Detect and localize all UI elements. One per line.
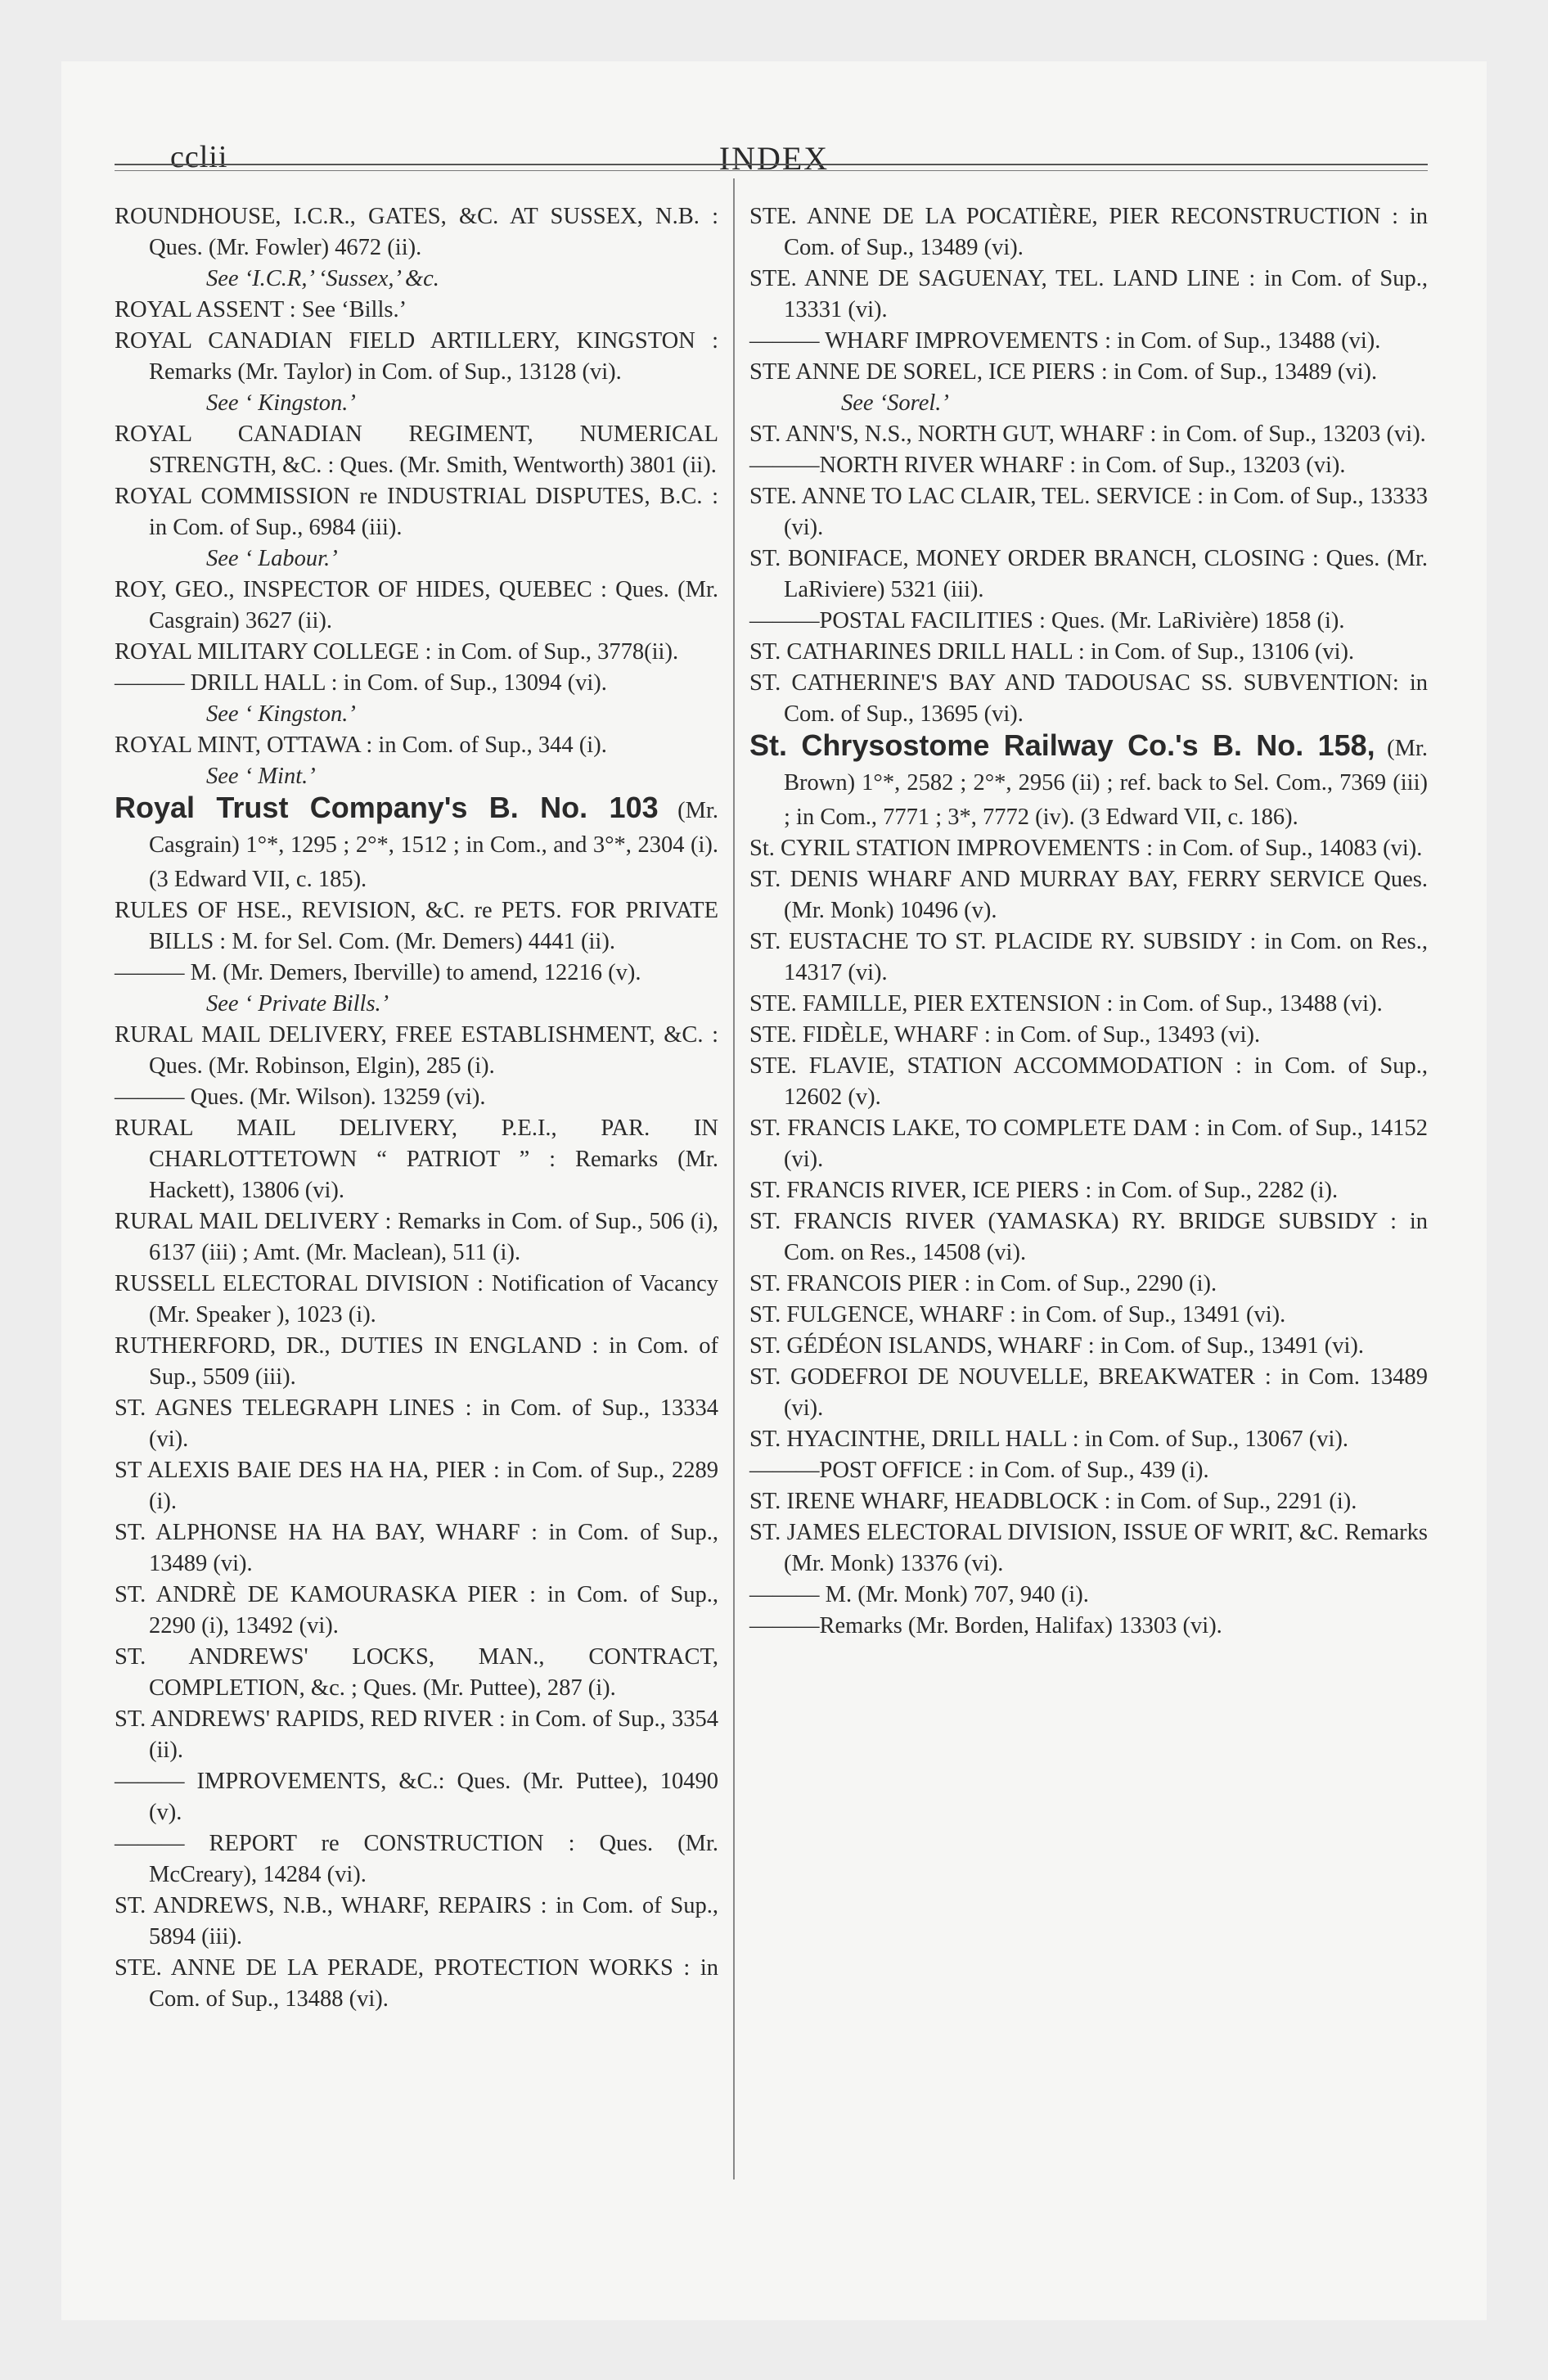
index-entry [115, 1393, 718, 1455]
entry-text: ST. ALPHONSE HA HA BAY, WHARF : in Com. of Sup., 13489 (vi). [115, 1520, 718, 1576]
entry-text: ST. BONIFACE, MONEY ORDER BRANCH, CLOSING : Ques. (Mr. LaRiviere) 5321 (iii). [749, 546, 1428, 602]
index-entry [115, 481, 718, 543]
entry-text: ST. GÉDÉON ISLANDS, WHARF : in Com. of Sup., 13491 (vi). [749, 1333, 1365, 1359]
entry-text: RURAL MAIL DELIVERY, P.E.I., PAR. IN CHARLOTTETOWN “ PATRIOT ” : Remarks (Mr. Hackett), 13806 (vi). [115, 1116, 718, 1203]
index-entry [749, 1269, 1428, 1300]
index-entry [749, 1517, 1428, 1580]
entry-text: Royal Trust Company's B. No. 103 [115, 791, 659, 824]
entry-text: ——— REPORT re CONSTRUCTION : Ques. (Mr. McCreary), 14284 (vi). [115, 1831, 718, 1887]
index-column-right [749, 201, 1428, 1642]
entry-text: See ‘I.C.R,’ ‘Sussex,’ &c. [206, 266, 439, 291]
cross-reference [115, 989, 718, 1020]
index-entry [749, 1113, 1428, 1175]
index-entry [749, 543, 1428, 606]
index-entry [115, 326, 718, 388]
index-entry [749, 833, 1428, 864]
entry-text: ——— WHARF IMPROVEMENTS : in Com. of Sup., 13488 (vi). [749, 328, 1381, 354]
index-entry [749, 1206, 1428, 1269]
entry-text: ROYAL CANADIAN REGIMENT, NUMERICAL STRENGTH, &C. : Ques. (Mr. Smith, Wentworth) 3801 (ii). [115, 421, 718, 478]
entry-text: STE. FLAVIE, STATION ACCOMMODATION : in Com. of Sup., 12602 (v). [749, 1053, 1428, 1110]
entry-text: ROYAL MILITARY COLLEGE : in Com. of Sup., 3778(ii). [115, 639, 679, 665]
index-entry [115, 792, 718, 895]
index-entry [749, 1424, 1428, 1455]
index-entry [115, 1953, 718, 2015]
index-entry [749, 1051, 1428, 1113]
page-number: cclii [170, 140, 228, 174]
header-rule [115, 164, 1428, 167]
entry-text: ST. CATHARINES DRILL HALL : in Com. of Sup., 13106 (vi). [749, 639, 1355, 665]
entry-text: See ‘ Labour.’ [206, 546, 338, 571]
entry-text: STE. FAMILLE, PIER EXTENSION : in Com. of Sup., 13488 (vi). [749, 991, 1383, 1016]
index-entry [749, 1455, 1428, 1486]
entry-text: STE. ANNE DE LA PERADE, PROTECTION WORKS : in Com. of Sup., 13488 (vi). [115, 1955, 718, 2012]
index-entry [749, 326, 1428, 357]
index-entry [749, 637, 1428, 668]
index-entry [115, 1580, 718, 1642]
cross-reference [749, 388, 1428, 419]
index-entry [115, 1082, 718, 1113]
entry-text: ST ALEXIS BAIE DES HA HA, PIER : in Com. of Sup., 2289 (i). [115, 1458, 718, 1514]
index-entry [749, 1580, 1428, 1611]
header-rule-thin [115, 170, 1428, 171]
index-entry [749, 1362, 1428, 1424]
entry-text: ST. GODEFROI DE NOUVELLE, BREAKWATER : in Com. 13489 (vi). [749, 1364, 1428, 1421]
entry-detail: (Mr. Casgrain) 1°*, 1295 ; 2°*, 1512 ; in Com., and 3°*, 2304 (i). (3 Edward VII, c. 185). [149, 798, 719, 892]
index-entry [115, 1269, 718, 1331]
index-column-left [115, 201, 718, 2015]
index-entry [115, 1455, 718, 1517]
index-entry [749, 419, 1428, 450]
index-entry [749, 1486, 1428, 1517]
entry-text: ——— Ques. (Mr. Wilson). 13259 (vi). [115, 1084, 486, 1110]
entry-text: ST. IRENE WHARF, HEADBLOCK : in Com. of Sup., 2291 (i). [749, 1489, 1357, 1514]
index-entry [115, 201, 718, 264]
entry-text: ST. ANDRÈ DE KAMOURASKA PIER : in Com. of Sup., 2290 (i), 13492 (vi). [115, 1582, 718, 1639]
index-entry [115, 419, 718, 481]
index-entry [749, 264, 1428, 326]
index-entry [115, 895, 718, 958]
entry-text: ST. FULGENCE, WHARF : in Com. of Sup., 13491 (vi). [749, 1302, 1286, 1327]
index-entry [115, 575, 718, 637]
entry-text: ———Remarks (Mr. Borden, Halifax) 13303 (vi). [749, 1613, 1222, 1639]
entry-text: STE ANNE DE SOREL, ICE PIERS : in Com. of Sup., 13489 (vi). [749, 359, 1378, 385]
index-entry [749, 1331, 1428, 1362]
cross-reference [115, 264, 718, 295]
entry-text: ST. DENIS WHARF AND MURRAY BAY, FERRY SERVICE Ques. (Mr. Monk) 10496 (v). [749, 867, 1428, 923]
index-entry [749, 481, 1428, 543]
index-entry [749, 1020, 1428, 1051]
entry-text: St. CYRIL STATION IMPROVEMENTS : in Com. of Sup., 14083 (vi). [749, 836, 1423, 861]
entry-text: ST. CATHERINE'S BAY AND TADOUSAC SS. SUBVENTION: in Com. of Sup., 13695 (vi). [749, 670, 1428, 727]
entry-text: See ‘ Kingston.’ [206, 701, 356, 727]
entry-text: RULES OF HSE., REVISION, &C. re PETS. FOR PRIVATE BILLS : M. for Sel. Com. (Mr. Demers) 4441 (ii). [115, 898, 718, 954]
entry-text: STE. ANNE DE SAGUENAY, TEL. LAND LINE : in Com. of Sup., 13331 (vi). [749, 266, 1428, 322]
entry-text: ST. AGNES TELEGRAPH LINES : in Com. of Sup., 13334 (vi). [115, 1395, 718, 1452]
index-entry [749, 1300, 1428, 1331]
entry-text: St. Chrysostome Railway Co.'s B. No. 158, [749, 728, 1375, 762]
entry-text: See ‘Sorel.’ [841, 390, 949, 416]
index-entry [115, 1642, 718, 1704]
index-entry [749, 357, 1428, 388]
entry-text: ——— DRILL HALL : in Com. of Sup., 13094 (vi). [115, 670, 607, 696]
index-entry [749, 989, 1428, 1020]
index-entry [115, 1704, 718, 1766]
index-entry [749, 606, 1428, 637]
entry-text: See ‘ Private Bills.’ [206, 991, 389, 1016]
index-entry [115, 668, 718, 699]
index-entry [115, 637, 718, 668]
cross-reference [115, 699, 718, 730]
entry-text: ——— M. (Mr. Monk) 707, 940 (i). [749, 1582, 1089, 1607]
entry-text: ROYAL COMMISSION re INDUSTRIAL DISPUTES, B.C. : in Com. of Sup., 6984 (iii). [115, 484, 718, 540]
index-entry [749, 668, 1428, 730]
entry-text: ——— M. (Mr. Demers, Iberville) to amend, 12216 (v). [115, 960, 641, 985]
entry-text: STE. ANNE DE LA POCATIÈRE, PIER RECONSTRUCTION : in Com. of Sup., 13489 (vi). [749, 204, 1428, 260]
entry-text: ROYAL ASSENT : See ‘Bills.’ [115, 297, 407, 322]
entry-text: ST. FRANCOIS PIER : in Com. of Sup., 2290 (i). [749, 1271, 1217, 1296]
index-entry [115, 1331, 718, 1393]
index-entry [115, 1891, 718, 1953]
cross-reference [115, 388, 718, 419]
entry-text: ——— IMPROVEMENTS, &C.: Ques. (Mr. Puttee), 10490 (v). [115, 1769, 718, 1825]
index-entry [749, 1611, 1428, 1642]
entry-text: RURAL MAIL DELIVERY, FREE ESTABLISHMENT, &C. : Ques. (Mr. Robinson, Elgin), 285 (i). [115, 1022, 718, 1079]
entry-text: ROUNDHOUSE, I.C.R., GATES, &C. AT SUSSEX, N.B. : Ques. (Mr. Fowler) 4672 (ii). [115, 204, 718, 260]
index-entry [749, 450, 1428, 481]
entry-text: STE. ANNE TO LAC CLAIR, TEL. SERVICE : in Com. of Sup., 13333 (vi). [749, 484, 1429, 540]
entry-text: ROY, GEO., INSPECTOR OF HIDES, QUEBEC : Ques. (Mr. Casgrain) 3627 (ii). [115, 577, 718, 633]
entry-text: ROYAL CANADIAN FIELD ARTILLERY, KINGSTON : Remarks (Mr. Taylor) in Com. of Sup., 13128 (vi). [115, 328, 718, 385]
index-entry [115, 1828, 718, 1891]
entry-text: ST. ANN'S, N.S., NORTH GUT, WHARF : in Com. of Sup., 13203 (vi). [749, 421, 1426, 447]
entry-text: RURAL MAIL DELIVERY : Remarks in Com. of Sup., 506 (i), 6137 (iii) ; Amt. (Mr. Maclean), 511 (i). [115, 1209, 718, 1265]
entry-text: STE. FIDÈLE, WHARF : in Com. of Sup., 13493 (vi). [749, 1022, 1261, 1048]
entry-text: RUTHERFORD, DR., DUTIES IN ENGLAND : in Com. of Sup., 5509 (iii). [115, 1333, 718, 1390]
cross-reference [115, 543, 718, 575]
entry-text: ———POSTAL FACILITIES : Ques. (Mr. LaRivière) 1858 (i). [749, 608, 1345, 633]
entry-detail: (Mr. Brown) 1°*, 2582 ; 2°*, 2956 (ii) ; ref. back to Sel. Com., 7369 (iii) ; in Com., 7771 ; 3*, 7772 (iv). (3 Edward VII, c. 186). [784, 736, 1429, 830]
index-entry [749, 864, 1428, 926]
entry-text: ———NORTH RIVER WHARF : in Com. of Sup., 13203 (vi). [749, 453, 1346, 478]
entry-text: ST. ANDREWS, N.B., WHARF, REPAIRS : in Com. of Sup., 5894 (iii). [115, 1893, 718, 1950]
index-entry [115, 295, 718, 326]
entry-text: ST. FRANCIS RIVER, ICE PIERS : in Com. of Sup., 2282 (i). [749, 1178, 1339, 1203]
entry-text: See ‘ Mint.’ [206, 764, 316, 789]
index-entry [115, 1113, 718, 1206]
entry-text: ST. ANDREWS' LOCKS, MAN., CONTRACT, COMPLETION, &c. ; Ques. (Mr. Puttee), 287 (i). [115, 1644, 718, 1701]
index-entry [115, 1020, 718, 1082]
entry-text: ST. JAMES ELECTORAL DIVISION, ISSUE OF WRIT, &C. Remarks (Mr. Monk) 13376 (vi). [749, 1520, 1428, 1576]
entry-text: ST. FRANCIS LAKE, TO COMPLETE DAM : in Com. of Sup., 14152 (vi). [749, 1116, 1428, 1172]
entry-text: ST. EUSTACHE TO ST. PLACIDE RY. SUBSIDY : in Com. on Res., 14317 (vi). [749, 929, 1428, 985]
index-entry [749, 926, 1428, 989]
index-entry [115, 1766, 718, 1828]
entry-text: ST. FRANCIS RIVER (YAMASKA) RY. BRIDGE SUBSIDY : in Com. on Res., 14508 (vi). [749, 1209, 1428, 1265]
index-entry [115, 730, 718, 761]
column-divider [733, 178, 735, 2179]
index-entry [749, 730, 1428, 833]
index-entry [115, 1517, 718, 1580]
entry-text: ST. HYACINTHE, DRILL HALL : in Com. of Sup., 13067 (vi). [749, 1427, 1348, 1452]
page-title: INDEX [718, 140, 830, 177]
entry-text: ROYAL MINT, OTTAWA : in Com. of Sup., 344 (i). [115, 732, 607, 758]
entry-text: RUSSELL ELECTORAL DIVISION : Notification of Vacancy (Mr. Speaker ), 1023 (i). [115, 1271, 718, 1327]
entry-text: ———POST OFFICE : in Com. of Sup., 439 (i). [749, 1458, 1209, 1483]
entry-text: ST. ANDREWS' RAPIDS, RED RIVER : in Com. of Sup., 3354 (ii). [115, 1706, 718, 1763]
index-entry [115, 958, 718, 989]
entry-text: See ‘ Kingston.’ [206, 390, 356, 416]
index-entry [115, 1206, 718, 1269]
cross-reference [115, 761, 718, 792]
index-entry [749, 1175, 1428, 1206]
index-entry [749, 201, 1428, 264]
